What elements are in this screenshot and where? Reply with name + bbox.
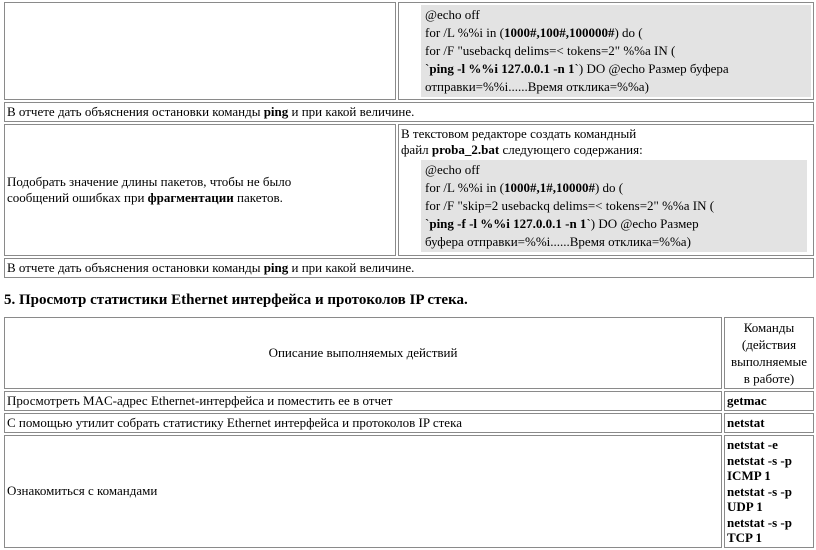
table-row [4, 413, 814, 433]
document-page [2, 0, 814, 550]
code-cell [398, 2, 814, 100]
code-line: for /L %%i in (1000#,1#,10000#) do ( [425, 180, 624, 195]
action-description: Просмотреть MAC-адрес Ethernet-интерфейса и поместить ее в отчет [4, 391, 722, 411]
code-line: @echo off [425, 7, 480, 22]
task-description: Подобрать значение длины пакетов, чтобы не было сообщений ошибках при фрагментации пакетов. [4, 124, 396, 256]
code-line: буфера отправки=%%i......Время отклика=%%a) [425, 234, 691, 249]
batch-code-block-2 [421, 160, 807, 252]
code-line: @echo off [425, 162, 480, 177]
section-heading: 5. Просмотр статистики Ethernet интерфейса и протоколов IP стека. [4, 292, 468, 308]
instruction-text: файл proba_2.bat следующего содержания: [401, 142, 643, 157]
action-description: С помощью утилит собрать статистику Ethernet интерфейса и протоколов IP стека [4, 413, 722, 433]
batch-code-block-1 [421, 5, 811, 97]
command-cell: netstat -e netstat -s -p ICMP 1 netstat -s -p UDP 1 netstat -s -p TCP 1 [724, 435, 814, 548]
code-line: `ping -f -l %%i 127.0.0.1 -n 1`) DO @echo Размер [425, 216, 699, 231]
commands-table [2, 315, 816, 550]
table-row [4, 391, 814, 411]
report-note: В отчете дать объяснения остановки команды ping и при какой величине. [4, 258, 814, 278]
empty-cell [4, 2, 396, 100]
table-row [4, 258, 814, 278]
instruction-text: В текстовом редакторе создать командный [401, 126, 637, 141]
header-commands: Команды (действия выполняемые в работе) [724, 317, 814, 389]
lab-steps-table [2, 0, 816, 280]
code-line: for /F "skip=2 usebackq delims=< tokens=2" %%a IN ( [425, 198, 715, 213]
code-line: `ping -l %%i 127.0.0.1 -n 1`) DO @echo Размер буфера [425, 61, 729, 76]
table-row [4, 2, 814, 100]
code-line: for /F "usebackq delims=< tokens=2" %%a IN ( [425, 43, 676, 58]
report-note: В отчете дать объяснения остановки команды ping и при какой величине. [4, 102, 814, 122]
instruction-cell [398, 124, 814, 256]
action-description: Ознакомиться с командами [4, 435, 722, 548]
code-line: for /L %%i in (1000#,100#,100000#) do ( [425, 25, 643, 40]
table-row [4, 124, 814, 256]
code-line: отправки=%%i......Время отклика=%%a) [425, 79, 649, 94]
command-cell: netstat [724, 413, 814, 433]
table-row [4, 102, 814, 122]
table-header-row [4, 317, 814, 389]
header-description: Описание выполняемых действий [4, 317, 722, 389]
command-cell: getmac [724, 391, 814, 411]
table-row [4, 435, 814, 548]
